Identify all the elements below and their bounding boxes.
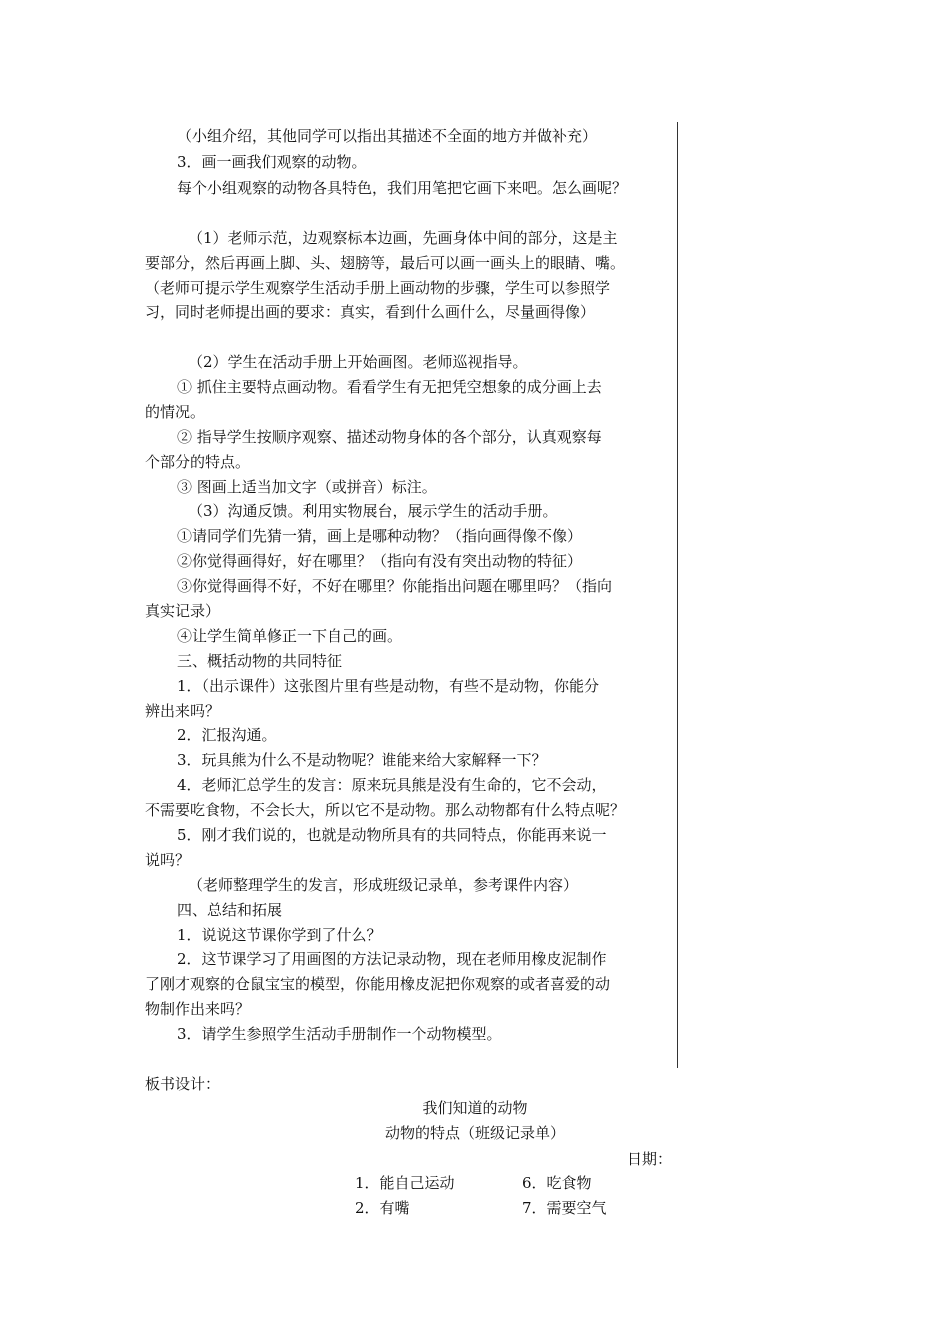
text-line: 5．刚才我们说的，也就是动物所具有的共同特点，你能再来说一 [177,826,607,844]
text-line: 2．这节课学习了用画图的方法记录动物，现在老师用橡皮泥制作 [177,950,607,968]
board-item: 1．能自己运动 [355,1174,455,1192]
section-heading: 四、总结和拓展 [177,901,283,919]
text-line: 个部分的特点。 [145,453,251,471]
text-line: 了刚才观察的仓鼠宝宝的模型，你能用橡皮泥把你观察的或者喜爱的动 [145,975,611,993]
text-line: （老师可提示学生观察学生活动手册上画动物的步骤，学生可以参照学 [145,279,611,297]
text-line: ④让学生简单修正一下自己的画。 [177,627,403,645]
text-line: 每个小组观察的动物各具特色，我们用笔把它画下来吧。怎么画呢？ [177,179,628,197]
text-line: 3．请学生参照学生活动手册制作一个动物模型。 [177,1025,502,1043]
board-item: 2．有嘴 [355,1199,410,1217]
text-line: （1）老师示范，边观察标本边画，先画身体中间的部分，这是主 [188,229,618,247]
text-line: ①请同学们先猜一猜，画上是哪种动物？（指向画得像不像） [177,527,583,545]
text-line: （2）学生在活动手册上开始画图。老师巡视指导。 [188,353,528,371]
text-line: ① 抓住主要特点画动物。看看学生有无把凭空想象的成分画上去 [177,378,602,396]
board-heading: 板书设计： [145,1075,221,1093]
text-line: ② 指导学生按顺序观察、描述动物身体的各个部分，认真观察每 [177,428,602,446]
text-line: 说吗？ [145,851,191,869]
text-line: 3．玩具熊为什么不是动物呢？谁能来给大家解释一下？ [177,751,547,769]
text-line: 习，同时老师提出画的要求：真实，看到什么画什么，尽量画得像） [145,303,596,321]
text-line: （小组介绍，其他同学可以指出其描述不全面的地方并做补充） [177,127,598,145]
board-item: 7．需要空气 [522,1199,607,1217]
text-line: 辨出来吗？ [145,702,221,720]
text-line: 真实记录） [145,602,221,620]
text-line: 1．（出示课件）这张图片里有些是动物，有些不是动物，你能分 [177,677,600,695]
text-line: 3．画一画我们观察的动物。 [177,153,367,171]
board-subtitle: 动物的特点（班级记录单） [384,1124,565,1142]
text-line: ③ 图画上适当加文字（或拼音）标注。 [177,478,437,496]
text-line: 1．说说这节课你学到了什么？ [177,926,382,944]
text-line: （老师整理学生的发言，形成班级记录单，参考课件内容） [188,876,579,894]
text-line: ③你觉得画得不好，不好在哪里？你能指出问题在哪里吗？（指向 [177,577,613,595]
text-line: 2．汇报沟通。 [177,726,277,744]
board-title: 我们知道的动物 [422,1099,528,1117]
section-heading: 三、概括动物的共同特征 [177,652,343,670]
text-line: 不需要吃食物，不会长大，所以它不是动物。那么动物都有什么特点呢？ [145,801,626,819]
text-line: ②你觉得画得好，好在哪里？（指向有没有突出动物的特征） [177,552,583,570]
text-line: 4．老师汇总学生的发言：原来玩具熊是没有生命的，它不会动， [177,776,607,794]
text-line: 的情况。 [145,403,206,421]
date-label: 日期： [627,1150,673,1168]
text-line: 物制作出来吗？ [145,1000,251,1018]
margin-rule [677,122,678,1068]
board-item: 6．吃食物 [522,1174,592,1192]
text-line: 要部分，然后再画上脚、头、翅膀等，最后可以画一画头上的眼睛、嘴。 [145,254,626,272]
text-line: （3）沟通反馈。利用实物展台，展示学生的活动手册。 [188,502,558,520]
